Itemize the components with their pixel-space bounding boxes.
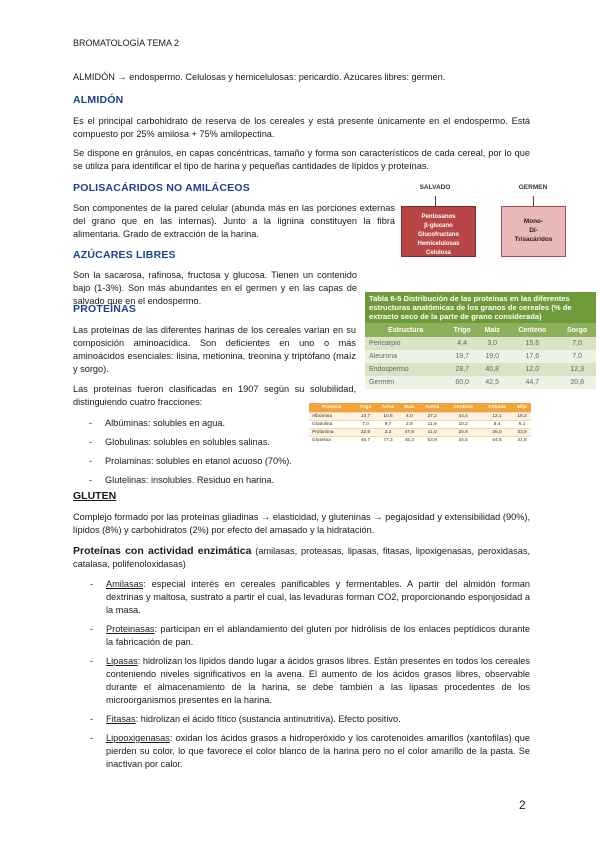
germen-label: GERMEN: [518, 184, 548, 191]
enzyme-term: Fitasas: [106, 714, 136, 724]
table-cell: Prolamina: [309, 428, 355, 436]
enzyme-term: Lipooxigenasas: [106, 733, 170, 743]
polisacaridos-paragraph: Son componentes de la pared celular (abunda más en las porciones externas del grano que en las internas). Junto a la lignina constituyen la fibra alimentaria. Grado de extracción de la harina.: [73, 203, 395, 239]
column-header: Mijo: [513, 403, 531, 412]
table-cell: Aleurona: [365, 350, 446, 363]
fraction-glutelinas: Glutelinas: insolubles. Residuo en harina.: [105, 475, 275, 485]
table-cell: 27,2: [419, 412, 445, 420]
table-cell: 17,6: [506, 350, 558, 363]
list-item: - Globulinas: solubles en solubles salinas.: [89, 436, 319, 449]
enzimas-list: [90, 578, 530, 771]
table-cell: 28,7: [446, 363, 478, 376]
list-item: - Prolaminas: solubles en etanol acuoso (70%).: [89, 455, 319, 468]
page-header: BROMATOLOGÍA TEMA 2: [73, 38, 180, 48]
germen-item: Di-: [529, 227, 538, 234]
enzyme-description: : especial interés en cereales panificables y fermentables. A partir del almidón forman dextrinas y maltosa, sustrato a partir el cual, las levaduras forman CO2, proporcionando esponjosidad a la masa.: [106, 579, 530, 615]
table-cell: 42,5: [478, 376, 506, 389]
table-row: [365, 337, 596, 350]
enzyme-description: : hidrolizan los lípidos dando lugar a ácidos grasos libres. Están presentes en todos los cereales conteniendo niveles significativos en la avena. El aumento de los ácidos grasos libres, observable durante el almacenamiento de la harina, se debe también a las lipasas procedentes de los microorganismos presentes en la harina.: [106, 656, 530, 705]
fraction-globulinas: Globulinas: solubles en solubles salinas.: [105, 437, 270, 447]
table-cell: 53,9: [419, 436, 445, 444]
germen-item: Trisacáridos: [514, 236, 553, 243]
proteinas-paragraph-1: Las proteínas de las diferentes harinas de los cereales varían en su composición aminoacídica. Son deficientes en uno o más aminoácidos esenciales: lisina, metionina, treonina y triptófano (maíz y sorgo).: [73, 325, 356, 374]
column-header: Trigo: [355, 403, 377, 412]
enzimas-heading-title: Proteínas con actividad enzimática: [73, 545, 252, 557]
page-number: 2: [519, 798, 526, 812]
table-cell: 44,4: [445, 412, 481, 420]
table-cell: 8,4: [481, 420, 513, 428]
azucares-text: Son la sacarosa, rafinosa, fructosa y glucosa. Tienen un contenido bajo (1-3%). Son más abundantes en el germen y en las capas de salvado que en el endospermo.: [73, 270, 357, 306]
table-cell: 10,2: [445, 420, 481, 428]
protein-distribution-table: [365, 292, 596, 389]
table-title: Tabla 6-5 Distribución de las proteínas en las diferentes estructuras anatómicas de los granos de cereales (% de extracto seco de la parte de grano considerada): [365, 292, 596, 323]
enzyme-description: : oxidan los ácidos grasos a hidroperóxido y los carotenoides amarillos (xantofilas) que pierden su color, lo que favorece el color blanco de la harina pero no el color amarillo de la pasta. Se inactivan por calor.: [106, 733, 530, 769]
list-item: [90, 578, 530, 617]
protein-fraction-table: [309, 403, 531, 444]
germen-box: [501, 206, 566, 257]
table-row: [309, 420, 531, 428]
list-dash: -: [90, 579, 94, 589]
column-header: Trigo: [446, 323, 478, 337]
table-cell: 33,9: [513, 428, 531, 436]
column-header: Centeno: [445, 403, 481, 412]
list-dash: -: [90, 624, 94, 634]
table-cell: 11,0: [419, 428, 445, 436]
column-header: Cebada: [481, 403, 513, 412]
table-cell: 45,7: [355, 436, 377, 444]
germen-item: Mono-: [523, 218, 544, 225]
table-cell: 45,3: [400, 436, 419, 444]
salvado-item: Glucofructano: [417, 232, 459, 238]
table-cell: 19,0: [478, 350, 506, 363]
table-cell: 11,9: [419, 420, 445, 428]
table-cell: 19,7: [446, 350, 478, 363]
table-cell: Endospermo: [365, 363, 446, 376]
table-cell: Glutelina: [309, 436, 355, 444]
gluten-paragraph: Complejo formado por las proteínas gliadinas → elasticidad, y gluteninas → pegajosidad y extensibilidad (90%), lípidos (8%) y carbohidratos (2%) por efecto del amasado y la hidratación.: [73, 512, 530, 535]
table-cell: 12,1: [481, 412, 513, 420]
enzyme-term: Lipasas: [106, 656, 138, 666]
table-cell: 6,1: [513, 420, 531, 428]
enzimas-heading: [73, 545, 530, 571]
list-item: - Albúminas: solubles en agua.: [89, 417, 319, 430]
salvado-item: Celulosa: [425, 250, 451, 256]
table-cell: 20,9: [445, 428, 481, 436]
list-dash: -: [90, 714, 94, 724]
table-cell: Pericarpio: [365, 337, 446, 350]
table-cell: 12,3: [558, 363, 596, 376]
table-row: [309, 412, 531, 420]
protein-fractions-list: [89, 417, 319, 487]
table-header-row: [365, 323, 596, 337]
salvado-label: SALVADO: [419, 184, 451, 191]
column-header: Proteína: [309, 403, 355, 412]
table-row: [309, 428, 531, 436]
proteinas-paragraph-2: Las proteínas fueron clasificadas en 1907 según su solubilidad, distinguiendo cuatro fracciones:: [73, 384, 356, 407]
azucares-heading: AZÚCARES LIBRES: [73, 249, 176, 261]
enzyme-description: : participan en el ablandamiento del gluten por hidrólisis de los enlaces peptídicos durante la fabricación de pan.: [106, 624, 530, 647]
table-cell: 41,8: [513, 436, 531, 444]
list-item: [90, 732, 530, 771]
table-cell: 60,0: [446, 376, 478, 389]
almidon-paragraph-2: Se dispone en gránulos, en capas concéntricas, tamaño y forma son característicos de cada cereal, por lo que se utiliza para identificar el tipo de harina y pequeñas cantidades de lípidos y proteínas.: [73, 148, 530, 171]
germen-connector: [533, 196, 534, 206]
list-item: [90, 713, 530, 726]
table-cell: 77,3: [376, 436, 399, 444]
table-cell: 4,4: [446, 337, 478, 350]
table-cell: 44,7: [506, 376, 558, 389]
table-cell: 32,6: [355, 428, 377, 436]
table-cell: 3,0: [478, 337, 506, 350]
table-row: [365, 376, 596, 389]
table-cell: Albúmina: [309, 412, 355, 420]
table-cell: 40,8: [478, 363, 506, 376]
table-cell: 25,0: [481, 428, 513, 436]
salvado-item: β-glucano: [424, 223, 453, 229]
table-cell: 10,8: [376, 412, 399, 420]
table-cell: 14,7: [355, 412, 377, 420]
table-cell: 15,6: [506, 337, 558, 350]
column-header: Maíz: [478, 323, 506, 337]
table-cell: 24,5: [445, 436, 481, 444]
table-cell: 7,0: [558, 350, 596, 363]
table-cell: Globulina: [309, 420, 355, 428]
enzyme-term: Amilasas: [106, 579, 144, 589]
fraction-prolaminas: Prolaminas: solubles en etanol acuoso (70%).: [105, 456, 292, 466]
salvado-item: Hemicelulosas: [417, 241, 460, 247]
list-item: [90, 655, 530, 707]
table-header-row: [309, 403, 531, 412]
table-row: [365, 350, 596, 363]
column-header: Arroz: [376, 403, 399, 412]
table-row: [309, 436, 531, 444]
almidon-heading: ALMIDÓN: [73, 94, 124, 106]
salvado-connector: [435, 196, 436, 206]
list-dash: -: [90, 656, 94, 666]
salvado-item: Pentosanos: [421, 214, 456, 220]
table-cell: Germen: [365, 376, 446, 389]
list-dash: -: [90, 733, 94, 743]
table-cell: 2,2: [376, 428, 399, 436]
table-cell: 12,0: [506, 363, 558, 376]
polisacaridos-heading: POLISACÁRIDOS NO AMILÁCEOS: [73, 182, 250, 194]
almidon-paragraph-1: Es el principal carbohidrato de reserva de los cereales y está presente únicamente en el endospermo. Está compuesto por 25% amilosa + 75% amilopectina.: [73, 116, 530, 139]
table-cell: 47,9: [400, 428, 419, 436]
table-cell: 20,8: [558, 376, 596, 389]
column-header: Centeno: [506, 323, 558, 337]
list-item: - Glutelinas: insolubles. Residuo en harina.: [89, 474, 319, 487]
gluten-heading: GLUTEN: [73, 490, 117, 502]
table-cell: 7,0: [558, 337, 596, 350]
table-row: [365, 363, 596, 376]
salvado-box: [401, 206, 476, 257]
fraction-albuminas: Albúminas: solubles en agua.: [105, 418, 226, 428]
enzyme-term: Proteinasas: [106, 624, 155, 634]
column-header: Avena: [419, 403, 445, 412]
table-cell: 54,5: [481, 436, 513, 444]
table-cell: 18,2: [513, 412, 531, 420]
column-header: Estructura: [365, 323, 446, 337]
intro-line: ALMIDÓN → endospermo. Celulosas y hemicelulosas: pericardio. Azúcares libres: germen.: [73, 72, 446, 82]
list-item: [90, 623, 530, 649]
enzyme-description: : hidrolizan el ácido fítico (sustancia antinutritiva). Efecto positivo.: [135, 714, 401, 724]
column-header: Sorgo: [558, 323, 596, 337]
table-cell: 4,0: [400, 412, 419, 420]
column-header: Maíz: [400, 403, 419, 412]
table-cell: 7,0: [355, 420, 377, 428]
table-cell: 2,8: [400, 420, 419, 428]
enzimas-heading-detail: (amilasas, proteasas, lipasas, fitasas, lipoxigenasas, peroxidasas, catalasa, polifenoloxidasas): [73, 546, 530, 569]
proteinas-heading: PROTEÍNAS: [73, 303, 137, 315]
table-cell: 9,7: [376, 420, 399, 428]
